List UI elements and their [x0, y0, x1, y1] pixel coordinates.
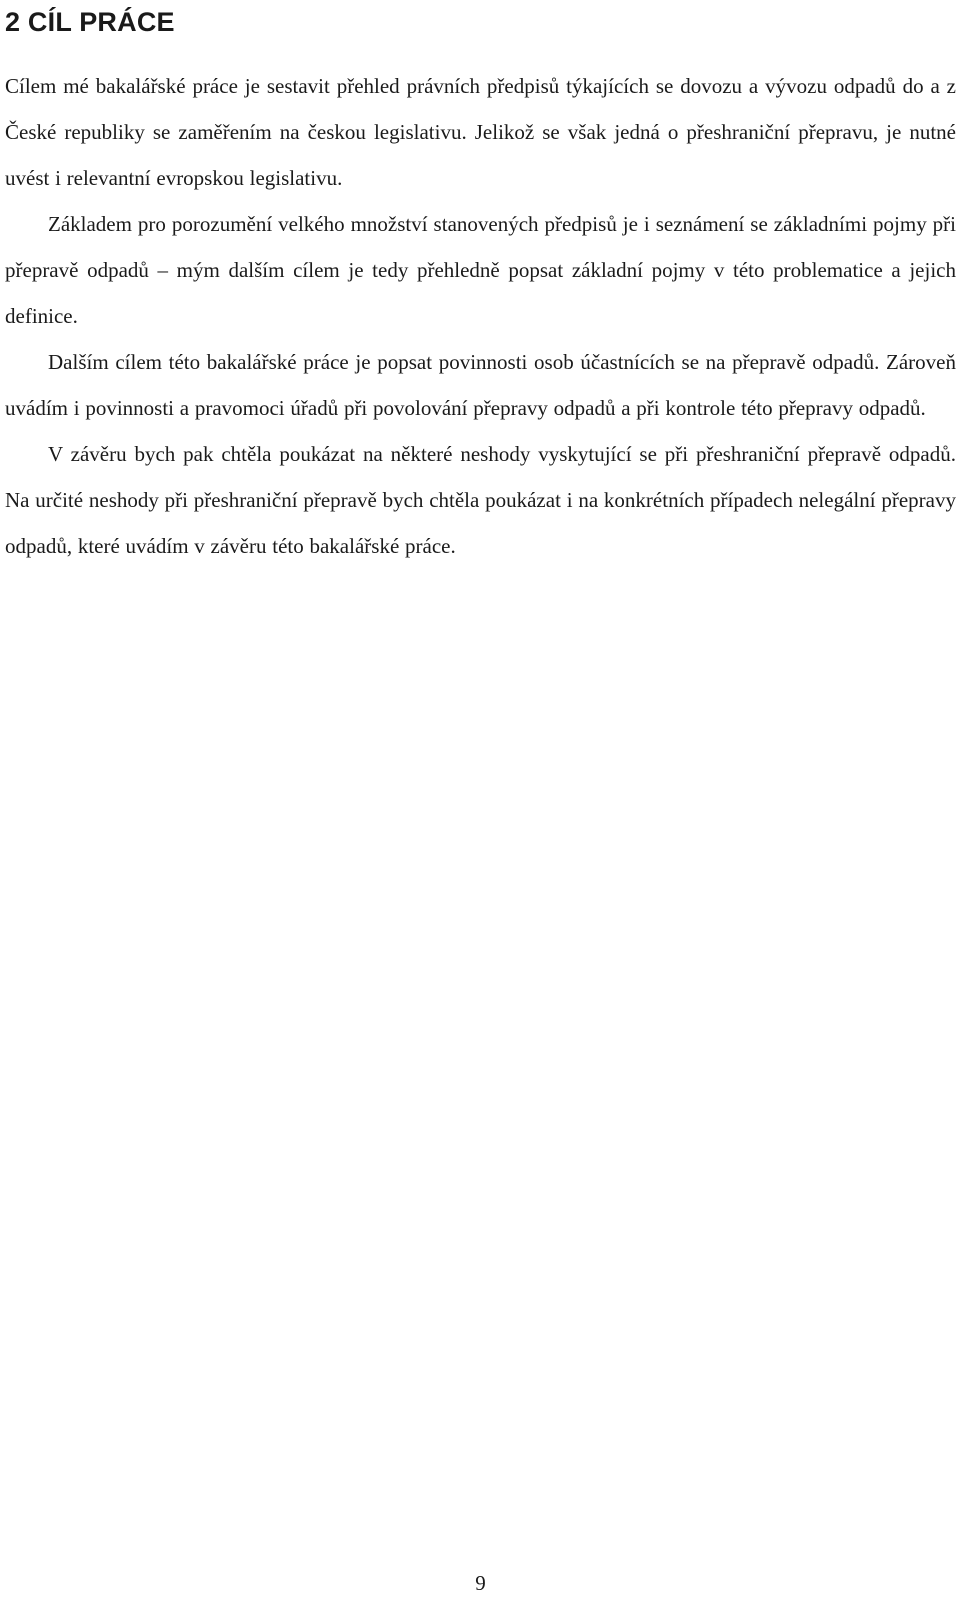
- paragraph-goal-overview: Cílem mé bakalářské práce je sestavit přehled právních předpisů týkajících se dovozu a vývozu odpadů do a z České republiky se zaměřením na českou legislativu. Jelikož se však jedná o přeshraniční přepravu, je nutné uvést i relevantní evropskou legislativu.: [5, 74, 956, 190]
- chapter-heading: 2 CÍL PRÁCE: [5, 7, 175, 37]
- paragraph-basic-terms: Základem pro porozumění velkého množství stanovených předpisů je i seznámení se základními pojmy při přepravě odpadů – mým dalším cílem je tedy přehledně popsat základní pojmy v této problematice a jejich definice.: [5, 212, 956, 328]
- page-number: 9: [475, 1571, 486, 1595]
- paragraph-conclusion: V závěru bych pak chtěla poukázat na některé neshody vyskytující se při přeshraniční přepravě odpadů. Na určité neshody při přeshraniční přepravě bych chtěla poukázat i na konkrétních případech nelegální přepravy odpadů, které uvádím v závěru této bakalářské práce.: [5, 442, 956, 558]
- document-page: [5, 0, 956, 1606]
- paragraph-obligations: Dalším cílem této bakalářské práce je popsat povinnosti osob účastnících se na přepravě odpadů. Zároveň uvádím i povinnosti a pravomoci úřadů při povolování přepravy odpadů a při kontrole této přepravy odpadů.: [5, 350, 956, 420]
- chapter-body: [5, 63, 956, 569]
